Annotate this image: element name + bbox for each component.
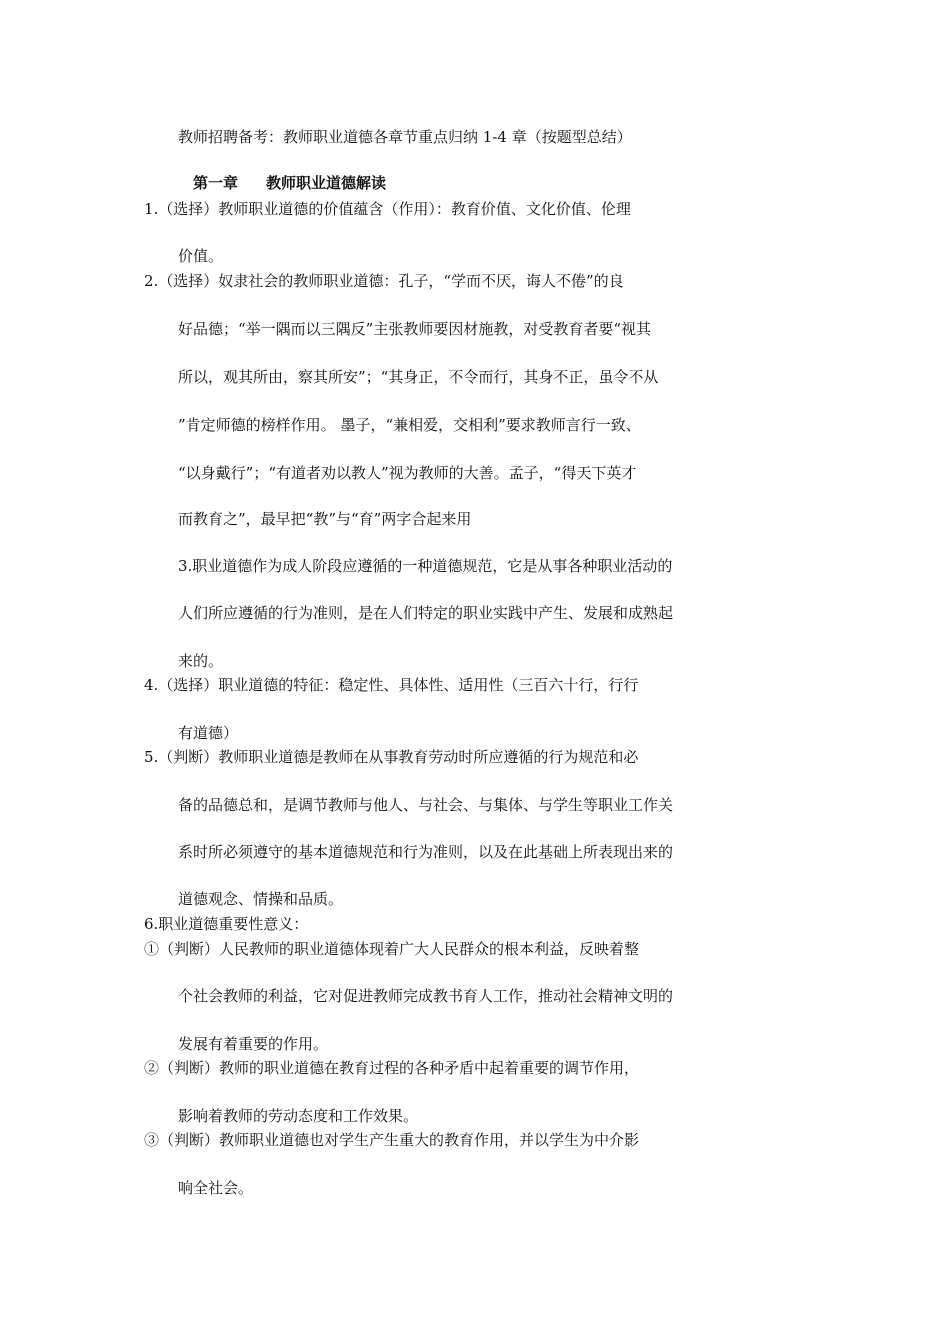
text-line: 道德观念、情操和品质。 <box>178 890 344 908</box>
text-line: 有道德） <box>178 724 239 742</box>
text-line: 人们所应遵循的行为准则，是在人们特定的职业实践中产生、发展和成熟起 <box>178 604 674 622</box>
text-line: 影响着教师的劳动态度和工作效果。 <box>178 1107 419 1125</box>
chapter-heading <box>193 172 386 194</box>
text-line: 备的品德总和，是调节教师与他人、与社会、与集体、与学生等职业工作关 <box>178 796 674 814</box>
text-line: 发展有着重要的作用。 <box>178 1035 329 1053</box>
text-line: 好品德；“举一隅而以三隅反”主张教师要因材施教，对受教育者要“视其 <box>178 320 652 338</box>
chapter-name <box>266 174 386 192</box>
text-line: 个社会教师的利益，它对促进教师完成教书育人工作，推动社会精神文明的 <box>178 987 674 1005</box>
chapter-number: 第一章 <box>193 174 239 192</box>
text-line: 来的。 <box>178 652 224 670</box>
text-line: 4.（选择）职业道德的特征：稳定性、具体性、适用性（三百六十行，行行 <box>144 676 639 694</box>
text-line: ”肯定师德的榜样作用。 墨子，“兼相爱，交相利”要求教师言行一致、 <box>178 416 641 434</box>
document-title: 教师招聘备考：教师职业道德各章节重点归纳 1-4 章（按题型总结） <box>178 128 632 146</box>
text-line: 2.（选择）奴隶社会的教师职业道德：孔子，“学而不厌，诲人不倦”的良 <box>144 272 624 290</box>
chapter-name-part-1: 教师职业道德 <box>266 174 357 192</box>
chapter-name-part-2: 解读 <box>356 174 387 192</box>
text-line: ③（判断）教师职业道德也对学生产生重大的教育作用，并以学生为中介影 <box>144 1131 640 1149</box>
text-line: 所以，观其所由，察其所安”；“其身正，不令而行，其身不正，虽令不从 <box>178 368 659 386</box>
text-line: 价值。 <box>178 247 224 265</box>
text-line: 系时所必须遵守的基本道德规范和行为准则，以及在此基础上所表现出来的 <box>178 843 674 861</box>
text-line: 响全社会。 <box>178 1179 254 1197</box>
text-line: 3.职业道德作为成人阶段应遵循的一种道德规范，它是从事各种职业活动的 <box>178 557 673 575</box>
text-line: 6.职业道德重要性意义： <box>144 915 309 933</box>
text-line: ②（判断）教师的职业道德在教育过程的各种矛盾中起着重要的调节作用， <box>144 1059 640 1077</box>
text-line: “以身戴行”；“有道者劝以教人”视为教师的大善。孟子，“得天下英才 <box>178 464 637 482</box>
text-line: 而教育之”，最早把“教”与“育”两字合起来用 <box>178 510 472 528</box>
text-line: 5.（判断）教师职业道德是教师在从事教育劳动时所应遵循的行为规范和必 <box>144 748 639 766</box>
text-line: 1.（选择）教师职业道德的价值蕴含（作用）：教育价值、文化价值、伦理 <box>144 200 631 218</box>
text-line: ①（判断）人民教师的职业道德体现着广大人民群众的根本利益，反映着整 <box>144 940 640 958</box>
